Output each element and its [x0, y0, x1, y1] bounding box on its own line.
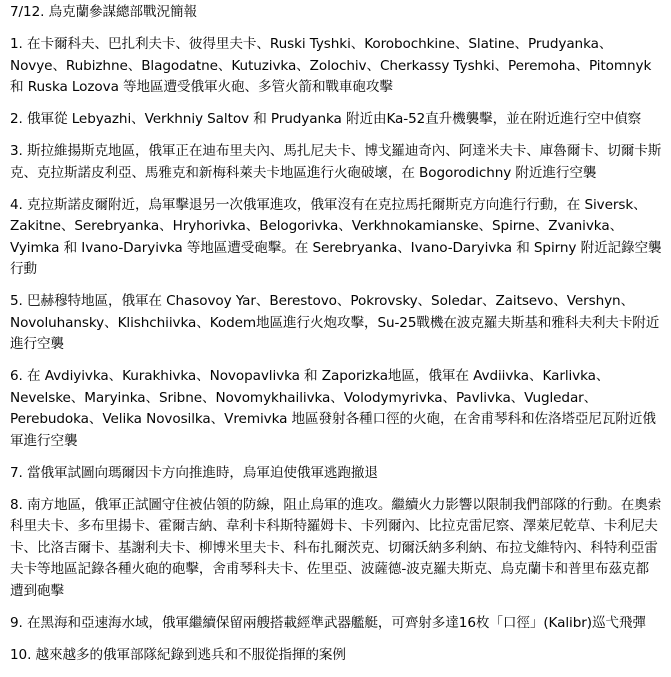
report-item-10: 10. 越來越多的俄軍部隊紀錄到逃兵和不服從指揮的案例 — [10, 646, 346, 663]
report-item-8: 8. 南方地區，俄軍正試圖守住被佔領的防線，阻止烏軍的進攻。繼續火力影響以限制我們部隊的行動。在奧索科里夫卡、多布里揚卡、霍爾吉納、韋利卡科斯特羅姆卡、卡列爾內、比拉克雷尼察、澤萊尼乾草、卡利尼夫卡、比洛吉爾卡、基謝利夫卡、柳博米里夫卡、科布扎爾茨克、切爾沃納多利納、布拉戈維特內、科特利亞雷夫卡等地區記錄各種火砲的砲擊，舍甫琴科夫卡、佐里亞、波薩德-波克羅夫斯克、烏克蘭卡和普里布茲克都遭到砲擊 — [10, 496, 662, 599]
report-item-5: 5. 巴赫穆特地區，俄軍在 Chasovoy Yar、Berestovo、Pokrovsky、Soledar、Zaitsevo、Vershyn、Novoluhansky、Klishchiivka、Kodem地區進行火炮攻擊，Su-25戰機在波克羅夫斯基和雅科夫利夫卡附近進行空襲 — [10, 293, 660, 352]
report-item-9: 9. 在黑海和亞速海水域，俄軍繼續保留兩艘搭載經準武器艦艇，可齊射多達16枚「口徑」(Kalibr)巡弋飛彈 — [10, 614, 646, 631]
report-item-1: 1. 在卡爾科夫、巴扎利夫卡、彼得里夫卡、Ruski Tyshki、Korobochkine、Slatine、Prudyanka、Novye、Rubizhne、Blagodatne、Kutuzivka、Zolochiv、Cherkassy Tyshki、Peremoha、Pitomnyk 和 Ruska Lozova 等地區遭受俄軍火砲、多管火箭和戰車砲攻擊 — [10, 36, 652, 95]
post-body — [10, 2, 662, 677]
report-item-3: 3. 斯拉維揚斯克地區，俄軍正在迪布里夫內、馬扎尼夫卡、博戈羅迪奇內、阿達米夫卡、庫魯爾卡、切爾卡斯克、克拉斯諾皮利亞、馬雅克和新梅科萊夫卡地區進行火砲破壞，在 Bogorodichny 附近進行空襲 — [10, 143, 662, 181]
report-item-4: 4. 克拉斯諾皮爾附近，烏軍擊退另一次俄軍進攻，俄軍沒有在克拉馬托爾斯克方向進行行動，在 Siversk、Zakitne、Serebryanka、Hryhorivka、Belogorivka、Verkhnokamianske、Spirne、Zvanivka、Vyimka 和 Ivano-Daryivka 等地區遭受砲擊。在 Serebryanka、Ivano-Daryivka 和 Spirny 附近記錄空襲行動 — [10, 196, 662, 277]
report-item-6: 6. 在 Avdiyivka、Kurakhivka、Novopavlivka 和 Zaporizka地區，俄軍在 Avdiivka、Karlivka、Nevelske、Maryinka、Sribne、Novomykhailivka、Volodymyrivka、Pavlivka、Vugledar、Perebudoka、Velika Novosilka、Vremivka 地區發射各種口徑的火砲，在舍甫琴科和佐洛塔亞尼瓦附近俄軍進行空襲 — [10, 368, 656, 449]
report-item-7: 7. 當俄軍試圖向瑪爾因卡方向推進時，烏軍迫使俄軍逃跑撤退 — [10, 464, 378, 481]
report-item-2: 2. 俄軍從 Lebyazhi、Verkhniy Saltov 和 Prudyanka 附近由Ka-52直升機襲擊，並在附近進行空中偵察 — [10, 111, 642, 127]
post-title: 7/12. 烏克蘭參謀總部戰況簡報 — [10, 4, 197, 20]
